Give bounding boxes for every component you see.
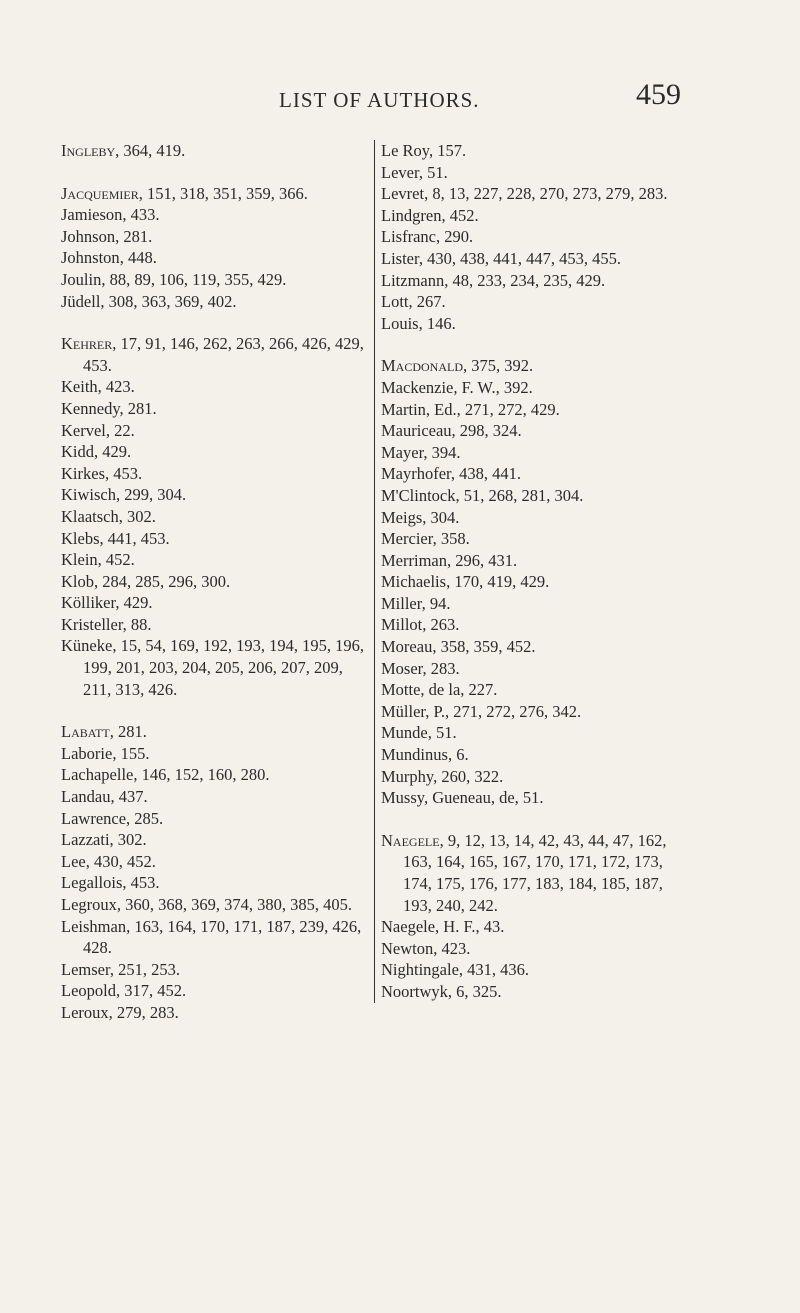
author-name: Johnson xyxy=(61,226,116,246)
page-references: , 155. xyxy=(112,743,150,763)
page-references: , 290. xyxy=(435,227,474,247)
index-entry xyxy=(381,205,693,227)
index-entry xyxy=(381,787,693,809)
index-entry xyxy=(61,614,366,636)
author-name: Mauriceau xyxy=(381,421,452,441)
page-references: , 15, 54, 169, 192, 193, 194, 195, 196, 199, 201, 203, 204, 205, 206, 207, 209, 211, 313, 426. xyxy=(83,636,364,699)
page-references: , 22. xyxy=(105,420,135,440)
page-references: , 284, 285, 296, 300. xyxy=(94,571,231,591)
author-name: Martin, Ed. xyxy=(381,399,457,419)
author-name: Landau xyxy=(61,787,111,807)
section-gap xyxy=(61,700,366,721)
page-references: , 302. xyxy=(118,506,156,526)
author-name: Mundinus xyxy=(381,745,448,765)
index-entry xyxy=(61,291,366,313)
index-entry xyxy=(61,269,366,291)
author-name: Le Roy xyxy=(381,141,429,160)
page-references: , 157. xyxy=(428,141,467,160)
page-references: , 281. xyxy=(109,722,147,742)
author-name: Mussy, Gueneau, de xyxy=(381,788,515,808)
page-references: , 392. xyxy=(495,377,533,397)
author-name: Kiwisch xyxy=(61,485,116,505)
index-entry xyxy=(381,766,693,788)
author-name: Litzmann xyxy=(381,270,445,290)
page-references: , 429. xyxy=(115,593,153,613)
index-entry xyxy=(61,916,366,959)
author-name: Leroux xyxy=(61,1002,109,1022)
author-name: Laborie xyxy=(61,743,113,763)
index-entry xyxy=(61,420,366,442)
index-entry xyxy=(61,980,366,1002)
page-references: , 438, 441. xyxy=(450,464,522,484)
section-gap xyxy=(61,312,366,333)
page-references: , 267. xyxy=(408,292,446,312)
page-references: , 279, 283. xyxy=(108,1002,179,1022)
author-name: Ingleby xyxy=(61,141,116,160)
author-name: Merriman xyxy=(381,550,447,570)
page-references: , 452. xyxy=(441,205,479,225)
page-references: , 317, 452. xyxy=(116,981,187,1001)
page-references: , 285. xyxy=(126,808,164,828)
author-name: Klaatsch xyxy=(61,506,119,526)
index-entry xyxy=(61,140,366,162)
index-entry xyxy=(61,764,366,786)
author-name: Levret xyxy=(381,184,425,204)
index-entry xyxy=(61,333,366,376)
index-entry xyxy=(381,248,693,270)
author-name: Mayer xyxy=(381,442,424,462)
page-references: , 9, 12, 13, 14, 42, 43, 44, 47, 162, 163, 164, 165, 167, 170, 171, 172, 173, 174, 175, 176, 177, 183, 184, 185, 187, 193, 240, 242. xyxy=(403,830,667,915)
author-name: Meigs xyxy=(381,507,423,527)
page-references: , 88, 89, 106, 119, 355, 429. xyxy=(101,269,287,289)
author-name: Nightingale xyxy=(381,960,459,980)
page-references: , 6, 325. xyxy=(447,981,502,1001)
index-entry xyxy=(381,938,693,960)
page-references: , 43. xyxy=(475,917,505,937)
index-entry xyxy=(381,528,693,550)
index-column-right xyxy=(374,140,693,1003)
index-entry xyxy=(61,894,366,916)
index-entry xyxy=(61,398,366,420)
author-name: Miller xyxy=(381,593,422,613)
index-entry xyxy=(381,183,693,205)
page-references: , 227. xyxy=(460,680,498,700)
page-number: 459 xyxy=(636,78,681,111)
author-name: Murphy xyxy=(381,766,434,786)
index-entry xyxy=(61,247,366,269)
index-entry xyxy=(61,829,366,851)
author-name: Noortwyk xyxy=(381,981,448,1001)
author-name: Mayrhofer xyxy=(381,464,451,484)
index-entry xyxy=(381,636,693,658)
author-name: Klebs xyxy=(61,528,100,548)
page-references: , 146, 152, 160, 280. xyxy=(133,765,270,785)
page-references: , 304. xyxy=(422,507,460,527)
author-name: Lott xyxy=(381,292,409,312)
page-references: , 360, 368, 369, 374, 380, 385, 405. xyxy=(116,895,353,914)
index-entry xyxy=(381,679,693,701)
index-entry xyxy=(61,204,366,226)
section-gap xyxy=(381,334,693,355)
page-references: , 281. xyxy=(119,398,157,418)
author-name: Kidd xyxy=(61,442,94,462)
page-references: , 375, 392. xyxy=(463,356,534,376)
author-name: Jamieson xyxy=(61,205,123,225)
index-entry xyxy=(61,786,366,808)
author-name: Lindgren xyxy=(381,205,442,225)
author-name: Lawrence xyxy=(61,808,127,828)
page-references: , 260, 322. xyxy=(433,766,504,786)
index-entry xyxy=(381,140,693,162)
index-entry xyxy=(61,463,366,485)
page-references: , 358, 359, 452. xyxy=(432,637,536,657)
page-references: , 6. xyxy=(447,745,469,765)
page-references: , 51. xyxy=(514,788,544,808)
author-name: Kirkes xyxy=(61,463,105,483)
index-entry xyxy=(381,485,693,507)
author-name: Legroux xyxy=(61,895,117,914)
index-entry xyxy=(381,399,693,421)
page-references: , 48, 233, 234, 235, 429. xyxy=(444,270,606,290)
author-name: Kervel xyxy=(61,420,106,440)
page-references: , 146. xyxy=(418,313,456,333)
page-references: , 394. xyxy=(423,442,461,462)
page-references: , 298, 324. xyxy=(451,421,522,441)
index-entry xyxy=(61,549,366,571)
index-entry xyxy=(381,420,693,442)
page-references: , 429. xyxy=(94,442,132,462)
section-gap xyxy=(61,162,366,183)
page-references: , 423. xyxy=(433,938,471,958)
index-column-left xyxy=(61,140,366,1024)
page-references: , 283. xyxy=(422,658,460,678)
author-name: Mackenzie, F. W. xyxy=(381,377,496,397)
index-entry xyxy=(381,701,693,723)
author-name: Leopold xyxy=(61,981,116,1001)
page-references: , 281. xyxy=(115,226,153,246)
page-references: , 452. xyxy=(97,550,135,570)
page-references: , 251, 253. xyxy=(109,959,180,979)
page-references: , 423. xyxy=(97,377,135,397)
index-entry xyxy=(381,744,693,766)
index-entry xyxy=(61,376,366,398)
index-entry xyxy=(61,571,366,593)
page-references: , 51, 268, 281, 304. xyxy=(455,485,584,505)
page-references: , 453. xyxy=(105,463,143,483)
index-entry xyxy=(61,959,366,981)
page-references: , 453. xyxy=(122,873,160,893)
index-entry xyxy=(381,463,693,485)
author-name: Kristeller xyxy=(61,614,123,634)
index-entry xyxy=(61,183,366,205)
page-references: , 299, 304. xyxy=(116,485,187,505)
author-name: Moser xyxy=(381,658,423,678)
author-name: Motte, de la xyxy=(381,680,461,700)
page-references: , 430, 438, 441, 447, 453, 455. xyxy=(418,248,621,268)
index-entry xyxy=(381,830,693,916)
page-references: , 364, 419. xyxy=(115,141,186,160)
page-references: , 271, 272, 429. xyxy=(456,399,560,419)
author-name: Lazzati xyxy=(61,830,110,850)
index-entry xyxy=(381,507,693,529)
author-name: Kölliker xyxy=(61,593,116,613)
author-name: Küneke xyxy=(61,636,113,656)
index-entry xyxy=(61,528,366,550)
page-references: , 433. xyxy=(122,205,160,225)
index-entry xyxy=(61,441,366,463)
index-entry xyxy=(61,484,366,506)
index-entry xyxy=(381,722,693,744)
author-name: Lisfranc xyxy=(381,227,436,247)
page-references: , 151, 318, 351, 359, 366. xyxy=(138,183,308,203)
index-entry xyxy=(61,851,366,873)
page-references: , 296, 431. xyxy=(446,550,518,570)
author-name: Lemser xyxy=(61,959,110,979)
author-name: Müller, P. xyxy=(381,701,445,721)
page-references: , 302. xyxy=(109,830,147,850)
page-references: , 431, 436. xyxy=(458,960,530,980)
page-references: , 51. xyxy=(418,162,448,182)
author-name: Kennedy xyxy=(61,398,120,418)
index-entry xyxy=(381,550,693,572)
author-name: Lee xyxy=(61,851,86,871)
index-entry xyxy=(61,635,366,700)
index-entry xyxy=(61,808,366,830)
index-entry xyxy=(381,226,693,248)
author-name: Lever xyxy=(381,162,419,182)
page-references: , 17, 91, 146, 262, 263, 266, 426, 429, 453. xyxy=(83,334,364,375)
page-references: , 448. xyxy=(119,248,157,268)
page-references: , 430, 452. xyxy=(85,851,156,871)
section-gap xyxy=(381,809,693,830)
author-name: Michaelis xyxy=(381,572,447,592)
page-references: , 358. xyxy=(432,529,470,549)
index-entry xyxy=(381,270,693,292)
author-name: Kehrer xyxy=(61,334,113,354)
author-name: Munde xyxy=(381,723,428,743)
author-name: Leishman xyxy=(61,916,127,936)
index-entry xyxy=(61,592,366,614)
author-name: Macdonald xyxy=(381,356,464,376)
page-references: , 441, 453. xyxy=(99,528,170,548)
author-name: Naegele xyxy=(381,830,440,850)
index-entry xyxy=(381,162,693,184)
index-entry xyxy=(381,313,693,335)
index-entry xyxy=(381,658,693,680)
author-name: Jacquemier xyxy=(61,183,139,203)
index-entry xyxy=(61,872,366,894)
author-name: Lachapelle xyxy=(61,765,134,785)
index-entry xyxy=(381,593,693,615)
author-name: M'Clintock xyxy=(381,485,456,505)
index-entry xyxy=(61,226,366,248)
index-entry xyxy=(61,721,366,743)
page-references: , 437. xyxy=(110,787,148,807)
index-entry xyxy=(381,614,693,636)
index-entry xyxy=(381,355,693,377)
author-name: Klein xyxy=(61,550,98,570)
author-name: Newton xyxy=(381,938,434,958)
author-name: Legallois xyxy=(61,873,123,893)
index-entry xyxy=(61,506,366,528)
author-name: Louis xyxy=(381,313,419,333)
author-name: Joulin xyxy=(61,269,102,289)
index-entry xyxy=(381,916,693,938)
running-title: LIST OF AUTHORS. xyxy=(279,88,480,112)
author-name: Mercier xyxy=(381,529,433,549)
page-references: , 163, 164, 170, 171, 187, 239, 426, 428. xyxy=(83,916,362,958)
page-references: , 271, 272, 276, 342. xyxy=(444,701,582,721)
index-entry xyxy=(381,442,693,464)
author-name: Jüdell xyxy=(61,291,101,311)
index-entry xyxy=(381,377,693,399)
running-header xyxy=(0,78,800,118)
page-references: , 170, 419, 429. xyxy=(446,572,550,592)
author-name: Moreau xyxy=(381,637,433,657)
index-entry xyxy=(381,571,693,593)
page-references: , 88. xyxy=(122,614,152,634)
index-entry xyxy=(61,743,366,765)
index-entry xyxy=(381,291,693,313)
page-references: , 94. xyxy=(421,593,451,613)
author-name: Johnston xyxy=(61,248,120,268)
author-name: Keith xyxy=(61,377,98,397)
author-name: Labatt xyxy=(61,722,110,742)
author-name: Klob xyxy=(61,571,94,591)
index-entry xyxy=(381,981,693,1003)
author-name: Lister xyxy=(381,248,419,268)
author-name: Millot xyxy=(381,615,423,635)
index-entry xyxy=(61,1002,366,1024)
index-entry xyxy=(381,959,693,981)
author-name: Naegele, H. F. xyxy=(381,917,476,937)
page-references: , 8, 13, 227, 228, 270, 273, 279, 283. xyxy=(424,184,668,204)
page-references: , 308, 363, 369, 402. xyxy=(100,291,237,311)
page-references: , 51. xyxy=(427,723,457,743)
page-references: , 263. xyxy=(422,615,460,635)
